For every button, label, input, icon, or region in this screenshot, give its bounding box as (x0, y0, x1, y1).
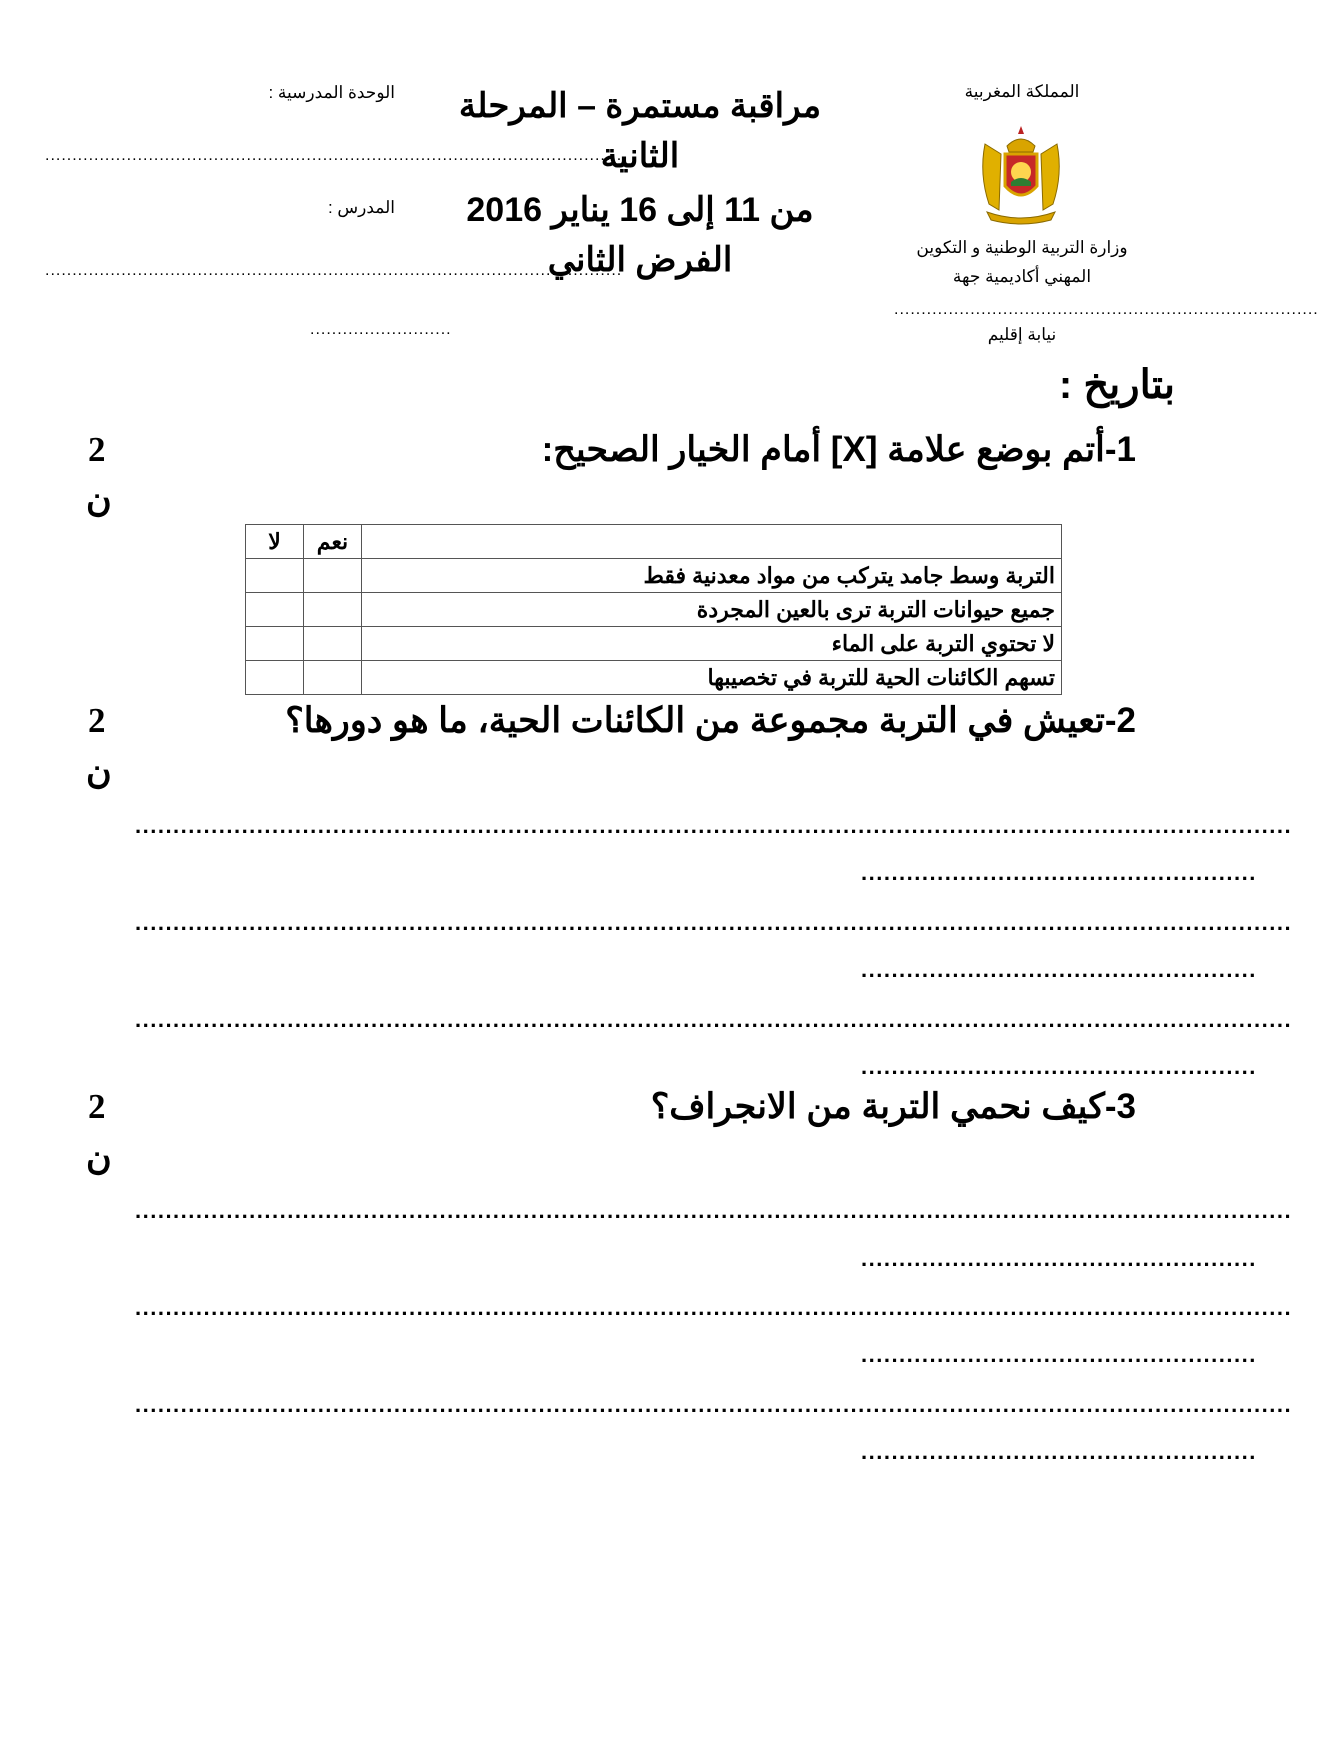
question-3: 3-كيف نحمي التربة من الانجراف؟ (650, 1087, 1136, 1126)
question-2-unit: ن (86, 752, 112, 791)
col-yes-header: نعم (304, 525, 362, 559)
question-3-points: 2 (88, 1087, 106, 1126)
true-false-table (245, 524, 1062, 695)
yes-cell[interactable] (304, 661, 362, 695)
yes-cell[interactable] (304, 559, 362, 593)
question-2-points: 2 (88, 701, 106, 740)
answer-line[interactable]: .................................................... (861, 1342, 1257, 1367)
table-row (246, 559, 1062, 593)
answer-line[interactable]: .................................................... (861, 860, 1257, 885)
answer-line[interactable]: .................................................... (861, 1054, 1257, 1079)
table-header-row (246, 525, 1062, 559)
answer-line[interactable]: ........................................................................................................................................................ (135, 910, 1293, 935)
no-cell[interactable] (246, 661, 304, 695)
answer-line[interactable]: .................................................... (861, 1246, 1257, 1271)
teacher-field[interactable]: .......................................................................................................... (45, 262, 623, 279)
answer-line[interactable]: .................................................... (861, 1439, 1257, 1464)
no-cell[interactable] (246, 593, 304, 627)
table-row (246, 593, 1062, 627)
no-cell[interactable] (246, 627, 304, 661)
answer-line[interactable]: ........................................................................................................................................................ (135, 1295, 1293, 1320)
title-line4: الفرض الثاني (547, 241, 733, 279)
answer-line[interactable]: ........................................................................................................................................................ (135, 1198, 1293, 1223)
question-2: 2-تعيش في التربة مجموعة من الكائنات الحية، ما هو دورها؟ (285, 701, 1136, 740)
statement: جميع حيوانات التربة ترى بالعين المجردة (362, 593, 1062, 627)
answer-line[interactable]: .................................................... (861, 957, 1257, 982)
statement: لا تحتوي التربة على الماء (362, 627, 1062, 661)
ministry-line2: المهني أكاديمية جهة (952, 267, 1092, 286)
teacher-label: المدرس : (327, 198, 395, 217)
no-cell[interactable] (246, 559, 304, 593)
title-line2: الثانية (600, 137, 680, 175)
ministry-line1: وزارة التربية الوطنية و التكوين (916, 238, 1128, 257)
yes-cell[interactable] (304, 593, 362, 627)
answer-line[interactable]: ........................................................................................................................................................ (135, 813, 1293, 838)
yes-cell[interactable] (304, 627, 362, 661)
answer-line[interactable]: ........................................................................................................................................................ (135, 1392, 1293, 1417)
directorate-label: نيابة إقليم (987, 325, 1057, 344)
statement: التربة وسط جامد يتركب من مواد معدنية فقط (362, 559, 1062, 593)
question-3-unit: ن (86, 1138, 112, 1177)
title-line3: من 11 إلى 16 يناير 2016 (466, 191, 814, 229)
question-1: 1-أتم بوضع علامة [X] أمام الخيار الصحيح: (541, 430, 1136, 469)
question-1-unit: ن (86, 480, 112, 519)
academy-dotted-line: .............................................................................. (894, 301, 1319, 318)
statement-header (362, 525, 1062, 559)
col-no-header: لا (246, 525, 304, 559)
kingdom-label: المملكة المغربية (964, 82, 1080, 101)
question-1-points: 2 (88, 430, 106, 469)
date-label: بتاريخ : (1058, 363, 1175, 407)
table-row (246, 661, 1062, 695)
title-line1: مراقبة مستمرة – المرحلة (458, 87, 822, 125)
extra-field[interactable]: .......................... (310, 321, 452, 338)
school-field[interactable]: .......................................................................................................... (45, 147, 623, 164)
statement: تسهم الكائنات الحية للتربة في تخصيبها (362, 661, 1062, 695)
table-row (246, 627, 1062, 661)
school-label: الوحدة المدرسية : (268, 83, 395, 102)
moroccan-emblem-icon (975, 124, 1067, 226)
answer-line[interactable]: ........................................................................................................................................................ (135, 1007, 1293, 1032)
